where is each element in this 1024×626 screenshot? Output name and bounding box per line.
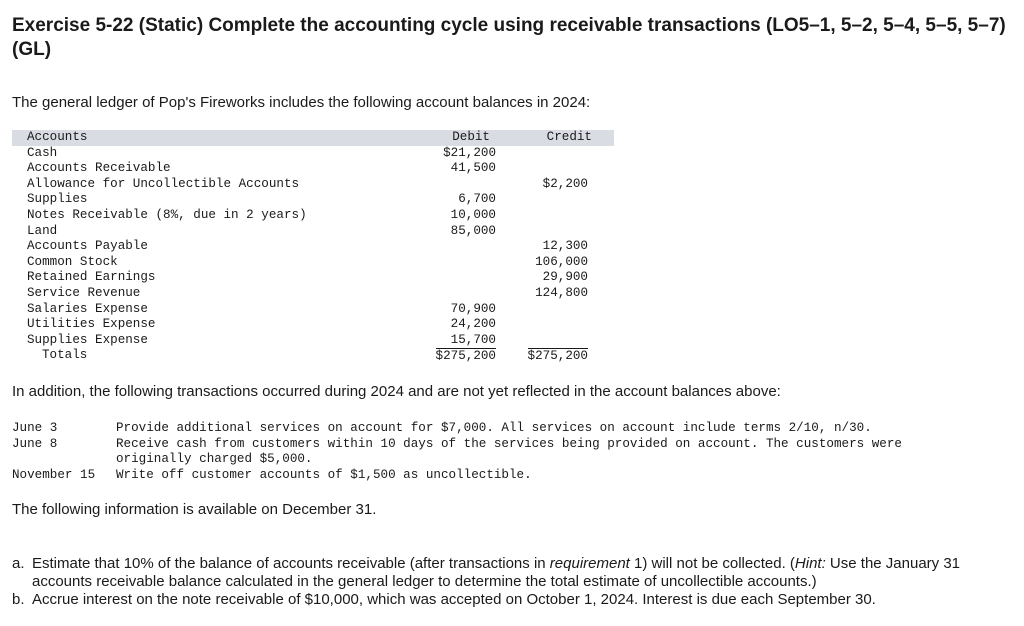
ledger-debit-value: 24,200 bbox=[450, 317, 496, 332]
ledger-debit-value: 10,000 bbox=[450, 207, 496, 222]
transaction-item bbox=[12, 421, 1012, 437]
totals-debit: $275,200 bbox=[435, 349, 496, 364]
transaction-description: Provide additional services on account for $7,000. All services on account include terms 2/10, n/30. bbox=[116, 421, 872, 435]
transactions-list bbox=[12, 421, 1012, 483]
transaction-item bbox=[12, 468, 1012, 484]
requirement-a-hint: Hint: bbox=[794, 555, 826, 572]
ledger-totals-row bbox=[12, 348, 614, 364]
credit-header: Credit bbox=[546, 130, 592, 144]
requirement-a-text-1: Estimate that 10% of the balance of accounts receivable (after transactions in bbox=[32, 555, 550, 572]
ledger-account-name: Accounts Receivable bbox=[27, 161, 171, 176]
ledger-account-name: Common Stock bbox=[27, 254, 118, 269]
ledger-row bbox=[12, 270, 614, 286]
transaction-date: November 15 bbox=[12, 467, 96, 482]
transaction-item bbox=[12, 437, 1012, 468]
ledger-account-name: Cash bbox=[27, 145, 58, 160]
following-info-text: The following information is available on December 31. bbox=[12, 501, 377, 518]
ledger-account-name: Retained Earnings bbox=[27, 270, 156, 285]
requirement-a-text-2: 1) will not be collected. ( bbox=[629, 555, 795, 572]
requirement-a-text-3: Use the January 31 accounts receivable balance calculated in the general ledger to determine the total estimate of uncollectible accounts.) bbox=[32, 555, 961, 590]
ledger-row bbox=[12, 255, 614, 271]
ledger-account-name: Accounts Payable bbox=[27, 239, 148, 254]
ledger-account-name: Land bbox=[27, 223, 58, 238]
ledger-rows bbox=[12, 146, 614, 349]
requirements-list bbox=[12, 555, 1012, 609]
additional-transactions-text: In addition, the following transactions occurred during 2024 and are not yet reflected in the account balances above: bbox=[12, 383, 781, 400]
requirement-a-letter: a. bbox=[12, 555, 25, 572]
ledger-account-name: Supplies Expense bbox=[27, 332, 148, 347]
transaction-date: June 3 bbox=[12, 421, 58, 435]
ledger-row bbox=[12, 333, 614, 349]
requirement-a-italic-1: requirement bbox=[549, 555, 630, 572]
ledger-account-name: Service Revenue bbox=[27, 285, 141, 300]
requirement-a bbox=[12, 555, 1012, 591]
transaction-date: June 8 bbox=[12, 436, 58, 451]
requirement-b-text: Accrue interest on the note receivable of $10,000, which was accepted on October 1, 2024. Interest is due each September 30. bbox=[32, 591, 876, 608]
totals-label: Totals bbox=[42, 348, 88, 363]
ledger-debit-value: 6,700 bbox=[458, 192, 496, 207]
ledger-row bbox=[12, 302, 614, 318]
transaction-description: Write off customer accounts of $1,500 as uncollectible. bbox=[116, 467, 532, 482]
ledger-header-row bbox=[12, 130, 614, 146]
ledger-account-name: Salaries Expense bbox=[27, 301, 148, 316]
ledger-credit-value: 124,800 bbox=[535, 285, 588, 300]
ledger-debit-value: 41,500 bbox=[450, 161, 496, 176]
debit-header: Debit bbox=[452, 130, 490, 144]
exercise-title: Exercise 5-22 (Static) Complete the accounting cycle using receivable transactions (LO5–1, 5–2, 5–4, 5–5, 5–7) (GL) bbox=[12, 15, 1006, 60]
ledger-row bbox=[12, 208, 614, 224]
transaction-description: Receive cash from customers within 10 days of the services being provided on account. The customers were originally charged $5,000. bbox=[116, 436, 902, 467]
ledger-debit-value: 70,900 bbox=[450, 301, 496, 316]
ledger-credit-value: 106,000 bbox=[535, 254, 588, 269]
ledger-debit-value: 15,700 bbox=[450, 332, 496, 347]
general-ledger-table bbox=[12, 130, 614, 364]
ledger-account-name: Notes Receivable (8%, due in 2 years) bbox=[27, 207, 307, 222]
accounts-header: Accounts bbox=[27, 130, 88, 144]
ledger-row bbox=[12, 224, 614, 240]
ledger-row bbox=[12, 161, 614, 177]
totals-credit: $275,200 bbox=[527, 349, 588, 364]
ledger-credit-value: 29,900 bbox=[542, 270, 588, 285]
ledger-account-name: Supplies bbox=[27, 192, 88, 207]
requirement-b bbox=[12, 591, 1012, 609]
ledger-debit-value: $21,200 bbox=[443, 145, 496, 160]
ledger-debit-value: 85,000 bbox=[450, 223, 496, 238]
ledger-account-name: Allowance for Uncollectible Accounts bbox=[27, 176, 300, 191]
ledger-credit-value: $2,200 bbox=[542, 176, 588, 191]
ledger-account-name: Utilities Expense bbox=[27, 317, 156, 332]
ledger-row bbox=[12, 177, 614, 193]
ledger-row bbox=[12, 239, 614, 255]
requirement-b-letter: b. bbox=[12, 591, 25, 608]
intro-text: The general ledger of Pop's Fireworks includes the following account balances in 2024: bbox=[12, 94, 591, 111]
ledger-row bbox=[12, 192, 614, 208]
ledger-row bbox=[12, 286, 614, 302]
ledger-row bbox=[12, 146, 614, 162]
ledger-credit-value: 12,300 bbox=[542, 239, 588, 254]
ledger-row bbox=[12, 317, 614, 333]
